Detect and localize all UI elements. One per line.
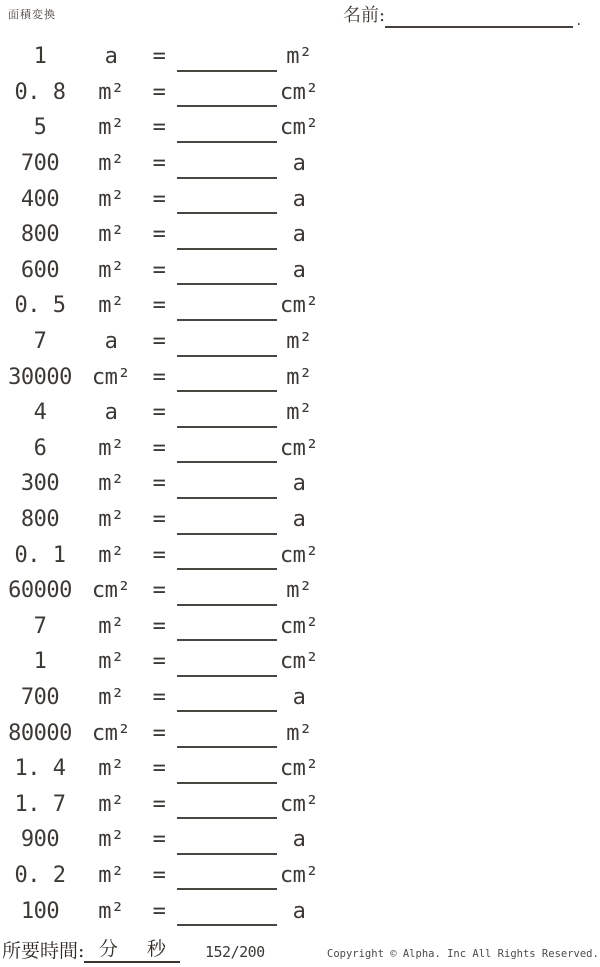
problem-value: 700 <box>20 684 60 710</box>
problem-from-unit: m² <box>98 898 124 924</box>
elapsed-time-label: 所要時間: <box>2 940 85 962</box>
problem-from-unit: m² <box>98 151 124 177</box>
problem-from-unit: a <box>104 44 118 70</box>
answer-blank-line <box>177 105 277 107</box>
answer-blank-line <box>177 390 277 392</box>
problem-row <box>0 609 600 645</box>
problem-from-unit: m² <box>98 613 124 639</box>
problem-to-unit: a <box>292 222 306 248</box>
answer-blank-line <box>177 70 277 72</box>
problem-from-unit: m² <box>98 507 124 533</box>
problem-value: 7 <box>33 329 47 355</box>
answer-blank-line <box>177 141 277 143</box>
equals-sign: = <box>152 257 166 283</box>
problem-to-unit: cm² <box>279 435 319 461</box>
answer-blank-line <box>177 177 277 179</box>
problem-from-unit: m² <box>98 862 124 888</box>
problem-row <box>0 395 600 431</box>
problem-to-unit: cm² <box>279 649 319 675</box>
problem-from-unit: m² <box>98 649 124 675</box>
answer-blank-line <box>177 710 277 712</box>
equals-sign: = <box>152 222 166 248</box>
worksheet-title: 面積変換 <box>8 8 56 21</box>
problem-from-unit: m² <box>98 222 124 248</box>
problem-value: 5 <box>33 115 47 141</box>
problem-to-unit: cm² <box>279 115 319 141</box>
problem-value: 600 <box>20 257 60 283</box>
problem-to-unit: a <box>292 898 306 924</box>
problem-from-unit: cm² <box>91 364 131 390</box>
problem-row <box>0 502 600 538</box>
time-blank-line <box>84 934 180 963</box>
equals-sign: = <box>152 684 166 710</box>
equals-sign: = <box>152 115 166 141</box>
problem-to-unit: m² <box>286 720 312 746</box>
equals-sign: = <box>152 756 166 782</box>
problem-row <box>0 466 600 502</box>
answer-blank-line <box>177 817 277 819</box>
equals-sign: = <box>152 578 166 604</box>
answer-blank-line <box>177 568 277 570</box>
problem-row <box>0 680 600 716</box>
problem-to-unit: a <box>292 684 306 710</box>
problem-value: 0. 1 <box>14 542 66 568</box>
problem-value: 800 <box>20 222 60 248</box>
problem-row <box>0 359 600 395</box>
problem-value: 4 <box>33 400 47 426</box>
equals-sign: = <box>152 329 166 355</box>
problem-to-unit: cm² <box>279 756 319 782</box>
answer-blank-line <box>177 888 277 890</box>
equals-sign: = <box>152 542 166 568</box>
problem-from-unit: cm² <box>91 720 131 746</box>
problem-value: 7 <box>33 613 47 639</box>
problem-to-unit: cm² <box>279 791 319 817</box>
problem-to-unit: cm² <box>279 862 319 888</box>
answer-blank-line <box>177 319 277 321</box>
problem-to-unit: cm² <box>279 293 319 319</box>
problem-to-unit: m² <box>286 329 312 355</box>
problem-row <box>0 253 600 289</box>
problem-to-unit: cm² <box>279 542 319 568</box>
equals-sign: = <box>152 435 166 461</box>
problem-to-unit: m² <box>286 44 312 70</box>
answer-blank-line <box>177 853 277 855</box>
problem-value: 0. 8 <box>14 79 66 105</box>
equals-sign: = <box>152 613 166 639</box>
problem-row <box>0 288 600 324</box>
problem-from-unit: m² <box>98 471 124 497</box>
name-field <box>343 4 582 28</box>
equals-sign: = <box>152 471 166 497</box>
problem-from-unit: m² <box>98 827 124 853</box>
problem-row <box>0 893 600 929</box>
problem-from-unit: cm² <box>91 578 131 604</box>
problem-row <box>0 644 600 680</box>
problem-row <box>0 110 600 146</box>
problem-row <box>0 573 600 609</box>
problem-value: 1 <box>33 44 47 70</box>
answer-blank-line <box>177 604 277 606</box>
name-blank-line <box>385 4 573 28</box>
problem-value: 0. 5 <box>14 293 66 319</box>
equals-sign: = <box>152 720 166 746</box>
problem-from-unit: a <box>104 329 118 355</box>
answer-blank-line <box>177 639 277 641</box>
problem-value: 1 <box>33 649 47 675</box>
equals-sign: = <box>152 44 166 70</box>
problem-row <box>0 822 600 858</box>
problem-row <box>0 537 600 573</box>
equals-sign: = <box>152 186 166 212</box>
answer-blank-line <box>177 461 277 463</box>
problem-value: 100 <box>20 898 60 924</box>
problem-row <box>0 858 600 894</box>
problem-value: 80000 <box>8 720 72 746</box>
equals-sign: = <box>152 791 166 817</box>
answer-blank-line <box>177 675 277 677</box>
problem-value: 900 <box>20 827 60 853</box>
problem-value: 800 <box>20 507 60 533</box>
name-line-period: . <box>575 14 583 28</box>
problem-value: 60000 <box>8 578 72 604</box>
equals-sign: = <box>152 649 166 675</box>
problem-to-unit: a <box>292 151 306 177</box>
problem-to-unit: a <box>292 257 306 283</box>
seconds-label: 秒 <box>146 938 166 960</box>
problem-to-unit: m² <box>286 364 312 390</box>
problem-from-unit: m² <box>98 791 124 817</box>
problem-value: 30000 <box>8 364 72 390</box>
equals-sign: = <box>152 293 166 319</box>
name-label: 名前: <box>343 5 386 26</box>
problem-from-unit: m² <box>98 186 124 212</box>
problem-value: 300 <box>20 471 60 497</box>
problem-row <box>0 217 600 253</box>
equals-sign: = <box>152 400 166 426</box>
problem-value: 1. 4 <box>14 756 66 782</box>
equals-sign: = <box>152 898 166 924</box>
problem-from-unit: m² <box>98 293 124 319</box>
problem-row <box>0 39 600 75</box>
answer-blank-line <box>177 533 277 535</box>
problem-value: 6 <box>33 435 47 461</box>
problem-row <box>0 146 600 182</box>
problem-to-unit: a <box>292 186 306 212</box>
minutes-label: 分 <box>98 938 118 960</box>
problem-to-unit: a <box>292 507 306 533</box>
answer-blank-line <box>177 426 277 428</box>
equals-sign: = <box>152 827 166 853</box>
equals-sign: = <box>152 151 166 177</box>
problem-value: 0. 2 <box>14 862 66 888</box>
problem-value: 400 <box>20 186 60 212</box>
problem-from-unit: m² <box>98 684 124 710</box>
answer-blank-line <box>177 283 277 285</box>
problem-row <box>0 181 600 217</box>
problem-from-unit: m² <box>98 257 124 283</box>
problem-to-unit: a <box>292 827 306 853</box>
problem-from-unit: m² <box>98 756 124 782</box>
copyright-notice: Copyright © Alpha. Inc All Rights Reserved. <box>327 948 599 960</box>
answer-blank-line <box>177 248 277 250</box>
problem-value: 1. 7 <box>14 791 66 817</box>
problem-from-unit: m² <box>98 115 124 141</box>
problem-row <box>0 324 600 360</box>
problem-value: 700 <box>20 151 60 177</box>
answer-blank-line <box>177 212 277 214</box>
problem-from-unit: a <box>104 400 118 426</box>
problem-from-unit: m² <box>98 542 124 568</box>
equals-sign: = <box>152 507 166 533</box>
problems-list <box>0 39 600 929</box>
problem-row <box>0 751 600 787</box>
page-indicator: 152/200 <box>205 943 265 961</box>
answer-blank-line <box>177 746 277 748</box>
equals-sign: = <box>152 862 166 888</box>
problem-from-unit: m² <box>98 79 124 105</box>
equals-sign: = <box>152 79 166 105</box>
equals-sign: = <box>152 364 166 390</box>
problem-to-unit: cm² <box>279 613 319 639</box>
answer-blank-line <box>177 924 277 926</box>
answer-blank-line <box>177 782 277 784</box>
problem-from-unit: m² <box>98 435 124 461</box>
problem-to-unit: a <box>292 471 306 497</box>
answer-blank-line <box>177 497 277 499</box>
problem-to-unit: m² <box>286 578 312 604</box>
problem-row <box>0 75 600 111</box>
problem-row <box>0 431 600 467</box>
elapsed-time-field <box>2 934 180 963</box>
problem-to-unit: m² <box>286 400 312 426</box>
problem-row <box>0 786 600 822</box>
answer-blank-line <box>177 355 277 357</box>
problem-to-unit: cm² <box>279 79 319 105</box>
problem-row <box>0 715 600 751</box>
